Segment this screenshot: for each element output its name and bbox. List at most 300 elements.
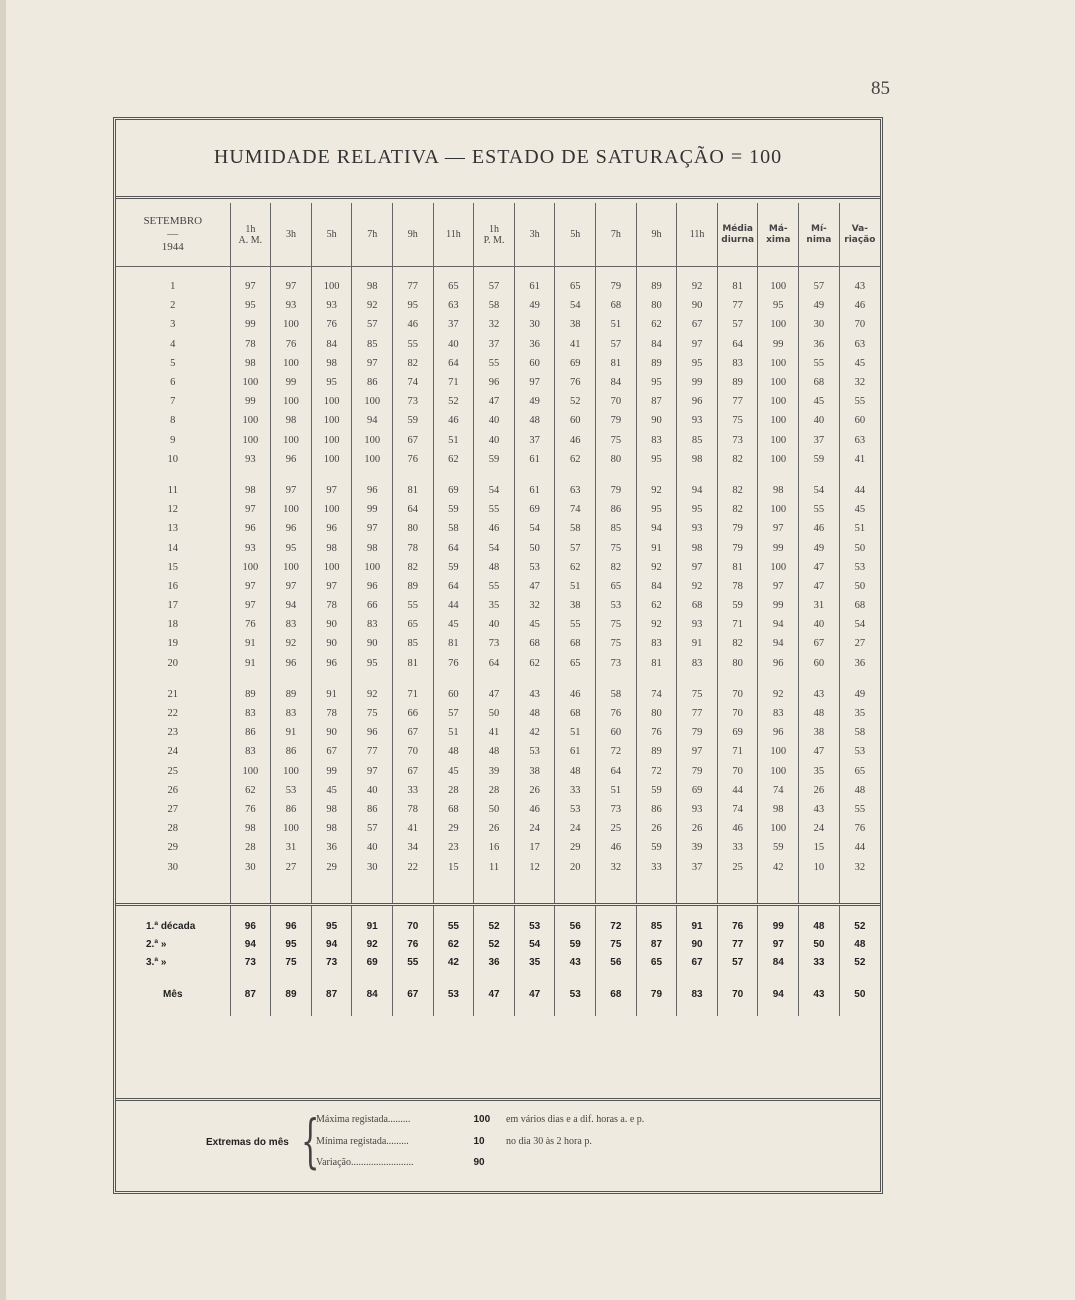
day-cell: 2 bbox=[170, 300, 176, 312]
table-row bbox=[116, 558, 880, 577]
value-cell: 76 bbox=[271, 335, 312, 354]
value-cell: 82 bbox=[717, 500, 758, 519]
value-cell: 55 bbox=[393, 596, 434, 615]
table-row bbox=[116, 634, 880, 653]
value-cell: 30 bbox=[230, 857, 271, 904]
value-cell: 93 bbox=[677, 519, 718, 538]
table-row bbox=[116, 373, 880, 392]
value-cell: 55 bbox=[839, 800, 880, 819]
summary-value: 96 bbox=[230, 904, 271, 936]
summary-value: 87 bbox=[311, 972, 352, 1016]
extreme-var-name: Variação......................... bbox=[316, 1157, 414, 1168]
column-header bbox=[799, 203, 840, 267]
value-cell: 45 bbox=[839, 500, 880, 519]
summary-label: 2.ª » bbox=[146, 939, 167, 951]
day-cell: 3 bbox=[170, 319, 176, 331]
column-header bbox=[555, 203, 596, 267]
value-cell: 45 bbox=[433, 762, 474, 781]
value-cell: 79 bbox=[717, 519, 758, 538]
value-cell: 51 bbox=[433, 431, 474, 450]
value-cell: 89 bbox=[717, 373, 758, 392]
column-header bbox=[717, 203, 758, 267]
value-cell: 76 bbox=[636, 723, 677, 742]
value-cell: 39 bbox=[474, 762, 515, 781]
value-cell: 32 bbox=[839, 373, 880, 392]
table-row bbox=[116, 857, 880, 904]
value-cell: 70 bbox=[717, 704, 758, 723]
value-cell: 46 bbox=[555, 673, 596, 704]
table-row bbox=[116, 596, 880, 615]
day-cell: 21 bbox=[167, 688, 179, 700]
value-cell: 24 bbox=[514, 819, 555, 838]
value-cell: 62 bbox=[555, 450, 596, 469]
value-cell: 61 bbox=[514, 267, 555, 297]
value-cell: 80 bbox=[636, 296, 677, 315]
value-cell: 60 bbox=[433, 673, 474, 704]
value-cell: 57 bbox=[555, 538, 596, 557]
value-cell: 48 bbox=[433, 742, 474, 761]
value-cell: 51 bbox=[555, 577, 596, 596]
column-header bbox=[636, 203, 677, 267]
summary-value: 52 bbox=[474, 904, 515, 936]
value-cell: 48 bbox=[799, 704, 840, 723]
value-cell: 64 bbox=[433, 577, 474, 596]
value-cell: 90 bbox=[311, 634, 352, 653]
value-cell: 100 bbox=[311, 392, 352, 411]
value-cell: 100 bbox=[758, 315, 799, 334]
column-header-label: 7h bbox=[367, 229, 378, 240]
summary-value: 56 bbox=[596, 954, 637, 972]
value-cell: 100 bbox=[230, 411, 271, 430]
value-cell: 84 bbox=[636, 335, 677, 354]
value-cell: 98 bbox=[677, 538, 718, 557]
column-header bbox=[596, 203, 637, 267]
value-cell: 91 bbox=[230, 634, 271, 653]
value-cell: 83 bbox=[636, 634, 677, 653]
value-cell: 37 bbox=[799, 431, 840, 450]
value-cell: 35 bbox=[839, 704, 880, 723]
day-cell: 22 bbox=[167, 708, 179, 720]
value-cell: 99 bbox=[758, 596, 799, 615]
value-cell: 77 bbox=[352, 742, 393, 761]
value-cell: 77 bbox=[393, 267, 434, 297]
day-cell: 20 bbox=[167, 657, 179, 669]
value-cell: 81 bbox=[717, 267, 758, 297]
value-cell: 97 bbox=[271, 469, 312, 500]
value-cell: 98 bbox=[677, 450, 718, 469]
day-cell: 25 bbox=[167, 765, 179, 777]
value-cell: 48 bbox=[514, 704, 555, 723]
summary-value: 99 bbox=[758, 904, 799, 936]
value-cell: 24 bbox=[799, 819, 840, 838]
value-cell: 90 bbox=[352, 634, 393, 653]
value-cell: 95 bbox=[311, 373, 352, 392]
summary-value: 76 bbox=[393, 936, 434, 954]
value-cell: 100 bbox=[758, 354, 799, 373]
value-cell: 90 bbox=[677, 296, 718, 315]
value-cell: 92 bbox=[636, 558, 677, 577]
value-cell: 100 bbox=[758, 450, 799, 469]
summary-value: 47 bbox=[514, 972, 555, 1016]
value-cell: 75 bbox=[596, 538, 637, 557]
value-cell: 40 bbox=[474, 431, 515, 450]
value-cell: 28 bbox=[433, 781, 474, 800]
value-cell: 69 bbox=[514, 500, 555, 519]
table-row bbox=[116, 838, 880, 857]
summary-value: 95 bbox=[271, 936, 312, 954]
value-cell: 47 bbox=[514, 577, 555, 596]
value-cell: 86 bbox=[271, 742, 312, 761]
column-header-sublabel: riação bbox=[844, 234, 876, 245]
value-cell: 100 bbox=[230, 558, 271, 577]
value-cell: 20 bbox=[555, 857, 596, 904]
value-cell: 52 bbox=[555, 392, 596, 411]
table-row bbox=[116, 577, 880, 596]
value-cell: 97 bbox=[311, 577, 352, 596]
value-cell: 76 bbox=[230, 615, 271, 634]
summary-value: 59 bbox=[555, 936, 596, 954]
extreme-var-row bbox=[316, 1157, 504, 1168]
day-cell: 15 bbox=[167, 561, 179, 573]
value-cell: 100 bbox=[758, 819, 799, 838]
value-cell: 98 bbox=[352, 538, 393, 557]
value-cell: 54 bbox=[839, 615, 880, 634]
value-cell: 77 bbox=[717, 392, 758, 411]
value-cell: 43 bbox=[514, 673, 555, 704]
value-cell: 82 bbox=[717, 450, 758, 469]
value-cell: 94 bbox=[636, 519, 677, 538]
value-cell: 97 bbox=[758, 577, 799, 596]
value-cell: 57 bbox=[717, 315, 758, 334]
summary-value: 83 bbox=[677, 972, 718, 1016]
value-cell: 69 bbox=[433, 469, 474, 500]
value-cell: 68 bbox=[799, 373, 840, 392]
value-cell: 47 bbox=[799, 577, 840, 596]
value-cell: 98 bbox=[758, 469, 799, 500]
column-header-sublabel: diurna bbox=[721, 234, 755, 245]
column-header bbox=[758, 203, 799, 267]
value-cell: 81 bbox=[393, 654, 434, 673]
value-cell: 91 bbox=[677, 634, 718, 653]
value-cell: 95 bbox=[271, 538, 312, 557]
value-cell: 30 bbox=[514, 315, 555, 334]
table-row bbox=[116, 654, 880, 673]
summary-value: 48 bbox=[839, 936, 880, 954]
summary-value: 85 bbox=[636, 904, 677, 936]
value-cell: 99 bbox=[311, 762, 352, 781]
summary-value: 77 bbox=[717, 936, 758, 954]
value-cell: 48 bbox=[514, 411, 555, 430]
value-cell: 46 bbox=[474, 519, 515, 538]
value-cell: 55 bbox=[393, 335, 434, 354]
value-cell: 78 bbox=[393, 538, 434, 557]
value-cell: 57 bbox=[474, 267, 515, 297]
value-cell: 98 bbox=[311, 538, 352, 557]
value-cell: 37 bbox=[514, 431, 555, 450]
value-cell: 92 bbox=[636, 469, 677, 500]
value-cell: 60 bbox=[799, 654, 840, 673]
value-cell: 100 bbox=[758, 500, 799, 519]
value-cell: 93 bbox=[677, 411, 718, 430]
value-cell: 33 bbox=[717, 838, 758, 857]
summary-label: Mês bbox=[163, 989, 183, 1001]
value-cell: 96 bbox=[352, 577, 393, 596]
month-header bbox=[116, 203, 230, 267]
value-cell: 32 bbox=[474, 315, 515, 334]
value-cell: 94 bbox=[677, 469, 718, 500]
value-cell: 100 bbox=[311, 431, 352, 450]
value-cell: 25 bbox=[596, 819, 637, 838]
value-cell: 100 bbox=[352, 392, 393, 411]
summary-value: 33 bbox=[799, 954, 840, 972]
table-row bbox=[116, 450, 880, 469]
value-cell: 40 bbox=[474, 615, 515, 634]
value-cell: 41 bbox=[393, 819, 434, 838]
value-cell: 69 bbox=[677, 781, 718, 800]
value-cell: 23 bbox=[433, 838, 474, 857]
value-cell: 75 bbox=[596, 615, 637, 634]
summary-row bbox=[116, 936, 880, 954]
table-row bbox=[116, 392, 880, 411]
value-cell: 40 bbox=[474, 411, 515, 430]
value-cell: 45 bbox=[799, 392, 840, 411]
column-header bbox=[311, 203, 352, 267]
table-row bbox=[116, 469, 880, 500]
value-cell: 83 bbox=[271, 704, 312, 723]
summary-value: 89 bbox=[271, 972, 312, 1016]
value-cell: 90 bbox=[311, 723, 352, 742]
value-cell: 66 bbox=[393, 704, 434, 723]
value-cell: 86 bbox=[352, 800, 393, 819]
value-cell: 60 bbox=[555, 411, 596, 430]
value-cell: 28 bbox=[474, 781, 515, 800]
value-cell: 76 bbox=[311, 315, 352, 334]
value-cell: 66 bbox=[352, 596, 393, 615]
value-cell: 22 bbox=[393, 857, 434, 904]
value-cell: 54 bbox=[555, 296, 596, 315]
value-cell: 46 bbox=[433, 411, 474, 430]
column-header bbox=[393, 203, 434, 267]
summary-value: 94 bbox=[311, 936, 352, 954]
value-cell: 96 bbox=[311, 519, 352, 538]
table-row bbox=[116, 296, 880, 315]
value-cell: 55 bbox=[799, 354, 840, 373]
value-cell: 58 bbox=[555, 519, 596, 538]
value-cell: 40 bbox=[799, 615, 840, 634]
value-cell: 97 bbox=[271, 577, 312, 596]
value-cell: 68 bbox=[839, 596, 880, 615]
table-title: HUMIDADE RELATIVA — ESTADO DE SATURAÇÃO = 100 bbox=[213, 146, 783, 168]
value-cell: 84 bbox=[596, 373, 637, 392]
value-cell: 46 bbox=[799, 519, 840, 538]
value-cell: 79 bbox=[677, 762, 718, 781]
value-cell: 79 bbox=[596, 469, 637, 500]
value-cell: 68 bbox=[555, 634, 596, 653]
day-cell: 14 bbox=[167, 542, 179, 554]
value-cell: 96 bbox=[352, 469, 393, 500]
value-cell: 26 bbox=[514, 781, 555, 800]
table-row bbox=[116, 723, 880, 742]
value-cell: 34 bbox=[393, 838, 434, 857]
summary-value: 53 bbox=[433, 972, 474, 1016]
value-cell: 83 bbox=[717, 354, 758, 373]
value-cell: 99 bbox=[230, 315, 271, 334]
summary-value: 56 bbox=[555, 904, 596, 936]
column-header-label: Média bbox=[722, 223, 754, 234]
value-cell: 59 bbox=[636, 838, 677, 857]
value-cell: 65 bbox=[555, 654, 596, 673]
value-cell: 97 bbox=[514, 373, 555, 392]
value-cell: 45 bbox=[514, 615, 555, 634]
summary-value: 73 bbox=[311, 954, 352, 972]
value-cell: 89 bbox=[636, 742, 677, 761]
value-cell: 83 bbox=[230, 704, 271, 723]
value-cell: 50 bbox=[839, 538, 880, 557]
value-cell: 82 bbox=[393, 558, 434, 577]
value-cell: 95 bbox=[636, 373, 677, 392]
value-cell: 82 bbox=[393, 354, 434, 373]
column-header-label: 7h bbox=[610, 229, 621, 240]
value-cell: 85 bbox=[677, 431, 718, 450]
value-cell: 64 bbox=[717, 335, 758, 354]
summary-value: 48 bbox=[799, 904, 840, 936]
value-cell: 71 bbox=[393, 673, 434, 704]
value-cell: 98 bbox=[311, 354, 352, 373]
day-cell: 29 bbox=[167, 842, 179, 854]
value-cell: 65 bbox=[555, 267, 596, 297]
value-cell: 65 bbox=[433, 267, 474, 297]
value-cell: 75 bbox=[677, 673, 718, 704]
value-cell: 72 bbox=[636, 762, 677, 781]
extreme-var-value: 90 bbox=[473, 1157, 485, 1168]
value-cell: 83 bbox=[758, 704, 799, 723]
summary-value: 73 bbox=[230, 954, 271, 972]
value-cell: 53 bbox=[839, 558, 880, 577]
table-row bbox=[116, 354, 880, 373]
value-cell: 100 bbox=[758, 762, 799, 781]
value-cell: 54 bbox=[474, 538, 515, 557]
value-cell: 26 bbox=[677, 819, 718, 838]
table-row bbox=[116, 500, 880, 519]
value-cell: 77 bbox=[717, 296, 758, 315]
value-cell: 93 bbox=[677, 800, 718, 819]
value-cell: 68 bbox=[555, 704, 596, 723]
value-cell: 59 bbox=[717, 596, 758, 615]
value-cell: 53 bbox=[839, 742, 880, 761]
table-row bbox=[116, 781, 880, 800]
column-header-label: 1h bbox=[245, 223, 256, 235]
value-cell: 29 bbox=[555, 838, 596, 857]
value-cell: 75 bbox=[596, 634, 637, 653]
value-cell: 53 bbox=[555, 800, 596, 819]
column-header bbox=[352, 203, 393, 267]
value-cell: 78 bbox=[393, 800, 434, 819]
value-cell: 96 bbox=[677, 392, 718, 411]
value-cell: 64 bbox=[474, 654, 515, 673]
summary-row bbox=[116, 972, 880, 1016]
value-cell: 77 bbox=[677, 704, 718, 723]
value-cell: 85 bbox=[393, 634, 434, 653]
value-cell: 44 bbox=[839, 469, 880, 500]
value-cell: 51 bbox=[839, 519, 880, 538]
summary-value: 43 bbox=[555, 954, 596, 972]
value-cell: 62 bbox=[555, 558, 596, 577]
value-cell: 57 bbox=[433, 704, 474, 723]
value-cell: 63 bbox=[839, 431, 880, 450]
value-cell: 53 bbox=[596, 596, 637, 615]
value-cell: 67 bbox=[393, 431, 434, 450]
value-cell: 43 bbox=[799, 673, 840, 704]
value-cell: 31 bbox=[799, 596, 840, 615]
value-cell: 99 bbox=[271, 373, 312, 392]
value-cell: 79 bbox=[596, 267, 637, 297]
table-row bbox=[116, 519, 880, 538]
value-cell: 32 bbox=[596, 857, 637, 904]
value-cell: 73 bbox=[717, 431, 758, 450]
value-cell: 55 bbox=[555, 615, 596, 634]
value-cell: 91 bbox=[636, 538, 677, 557]
value-cell: 84 bbox=[636, 577, 677, 596]
value-cell: 78 bbox=[717, 577, 758, 596]
value-cell: 57 bbox=[596, 335, 637, 354]
value-cell: 44 bbox=[839, 838, 880, 857]
extreme-min-name: Mínima registada......... bbox=[316, 1136, 409, 1147]
summary-value: 75 bbox=[271, 954, 312, 972]
header-row bbox=[116, 203, 880, 267]
value-cell: 59 bbox=[474, 450, 515, 469]
day-cell: 27 bbox=[167, 803, 179, 815]
summary-value: 95 bbox=[311, 904, 352, 936]
value-cell: 36 bbox=[514, 335, 555, 354]
value-cell: 96 bbox=[271, 654, 312, 673]
value-cell: 73 bbox=[596, 800, 637, 819]
extreme-max-value: 100 bbox=[473, 1114, 491, 1125]
value-cell: 32 bbox=[514, 596, 555, 615]
column-header-sublabel: xima bbox=[766, 234, 791, 245]
value-cell: 93 bbox=[230, 538, 271, 557]
day-cell: 30 bbox=[167, 861, 179, 873]
value-cell: 95 bbox=[758, 296, 799, 315]
month-label: SETEMBRO bbox=[143, 215, 203, 227]
value-cell: 37 bbox=[474, 335, 515, 354]
summary-value: 87 bbox=[230, 972, 271, 1016]
summary-value: 69 bbox=[352, 954, 393, 972]
column-header bbox=[230, 203, 271, 267]
extreme-min-value: 10 bbox=[473, 1136, 485, 1147]
value-cell: 99 bbox=[677, 373, 718, 392]
value-cell: 48 bbox=[839, 781, 880, 800]
value-cell: 81 bbox=[636, 654, 677, 673]
value-cell: 89 bbox=[636, 267, 677, 297]
summary-label: 3.ª » bbox=[146, 957, 167, 969]
value-cell: 63 bbox=[555, 469, 596, 500]
value-cell: 100 bbox=[230, 762, 271, 781]
value-cell: 96 bbox=[758, 654, 799, 673]
value-cell: 47 bbox=[474, 673, 515, 704]
title-divider bbox=[116, 196, 880, 199]
value-cell: 51 bbox=[433, 723, 474, 742]
value-cell: 100 bbox=[271, 315, 312, 334]
value-cell: 47 bbox=[474, 392, 515, 411]
column-header bbox=[474, 203, 515, 267]
summary-value: 94 bbox=[230, 936, 271, 954]
value-cell: 27 bbox=[271, 857, 312, 904]
value-cell: 40 bbox=[352, 838, 393, 857]
value-cell: 62 bbox=[230, 781, 271, 800]
value-cell: 68 bbox=[677, 596, 718, 615]
value-cell: 100 bbox=[311, 500, 352, 519]
value-cell: 76 bbox=[839, 819, 880, 838]
